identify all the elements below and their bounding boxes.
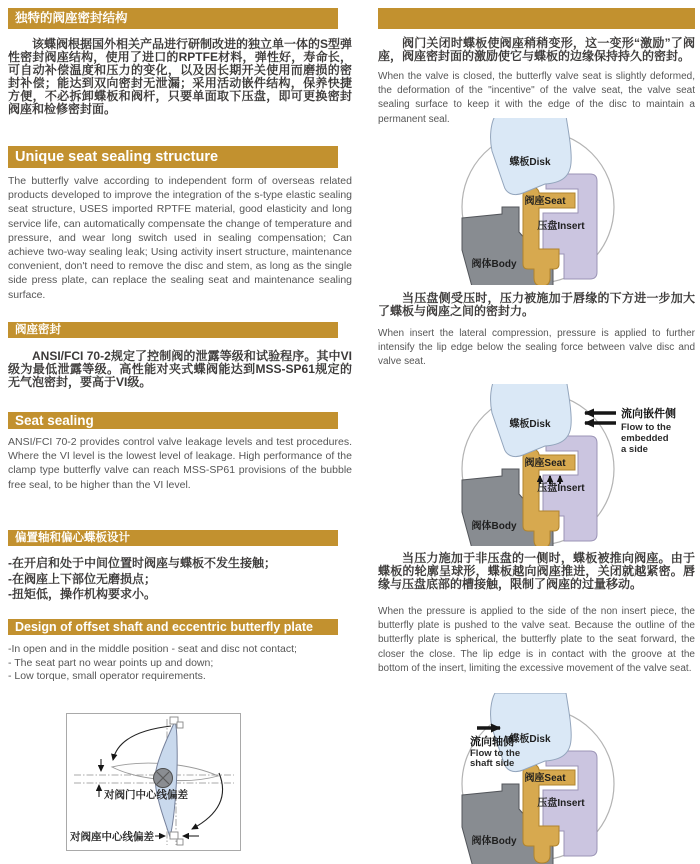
paragraph-closed-seal-en: When the valve is closed, the butterfly valve seat is slightly deformed, the deformation of the "incentive" of the valve seat, the valve seat sealing surface to keep it with the edge of the disc to maintain a permanent seal. [378, 71, 695, 125]
bullet-item: -In open and in the middle position - seat and disc not contact; [8, 643, 297, 655]
shaft-hub-icon [154, 769, 173, 788]
paragraph-seat-sealing-cn: ANSI/FCI 70-2规定了控制阀的泄露等级和试验程序。其中VI级为最低泄露等级。高性能对夹式蝶阀能达到MSS-SP61规定的无气泡密封，要高于VI级。 [8, 349, 352, 389]
section-banner-offset-cn: 偏置轴和偏心蝶板设计 [8, 530, 338, 546]
valve-centerline-label: 对阀门中心线偏差 [104, 789, 188, 801]
paragraph-seat-sealing-en: ANSI/FCI 70-2 provides control valve leakage levels and test procedures. Where the VI level is the lowest level of leakage. High performance of the clamp type butterfly valve can reach MSS-SP61 provisions of the bubble free seal, to be higher than the VI level. [8, 436, 352, 491]
flow-insert-label-en1: Flow to the [621, 422, 672, 433]
seal-structure-diagram-2 [378, 384, 695, 546]
section-banner-seat-sealing-cn: 阀座密封 [8, 322, 338, 338]
seat-centerline-label: 对阀座中心线偏差 [70, 831, 154, 843]
diagram-frame [67, 714, 241, 851]
paragraph-non-insert-pressure-en: When the pressure is applied to the side of the non insert piece, the butterfly plate is pushed to the valve seat. Because the outline of the butterfly plate is spherical, the butterfly plate to the seat forward, the closer the close. The lip edge is in contact with the groove at the bottom of the insert, limiting the excessive movement of the valve seat. [378, 606, 695, 674]
section-banner-seat-sealing-en: Seat sealing [8, 412, 338, 429]
flow-insert-label-en3: a side [621, 444, 648, 455]
paragraph-insert-pressure-cn: 当压盘侧受压时，压力被施加于唇缘的下方进一步加大了蝶板与阀座之间的密封力。 [378, 291, 695, 319]
valve-cross-section [462, 693, 614, 864]
flow-shaft-label-cn: 流向轴侧 [470, 736, 514, 748]
bullet-item: -在开启和处于中间位置时阀座与蝶板不发生接触； [8, 556, 276, 570]
flow-insert-label-cn: 流向嵌件侧 [621, 408, 676, 420]
flow-insert-label-en2: embedded [621, 433, 669, 444]
paragraph-closed-seal-cn: 阀门关闭时蝶板使阀座稍稍变形，这一变形“激励”了阀座，阀座密封面的激励使它与蝶板的边缘保持持久的密封。 [378, 36, 695, 64]
section-banner-offset-en: Design of offset shaft and eccentric butterfly plate [8, 619, 338, 635]
paragraph-seat-seal-en: The butterfly valve according to independent form of overseas related products developed to improve the integration of the s-type elastic sealing seat structure, USES imported RPTFE material, good elasticity and long service life, can automatically compensate the change of temperature and pressure, and wear long switch used in sealing compensation; Can achieve two-way sealing leak; Using activity insert structure, maintenance convenient, don't need to remove the disc and stem, as long as the single side press plate, can replace the sealing seat and maintenance sealing surface. [8, 175, 352, 301]
valve-cross-section [462, 384, 614, 546]
bullet-list-offset-en [8, 643, 297, 684]
bullet-item: - Low torque, small operator requirements. [8, 670, 206, 682]
valve-cross-section [462, 118, 614, 285]
section-banner-blank [378, 8, 695, 29]
seal-structure-diagram-1 [378, 118, 695, 285]
flow-shaft-label-en1: Flow to the [470, 748, 521, 759]
bullet-item: -在阀座上下部位无磨损点； [8, 571, 156, 586]
paragraph-seat-seal-cn: 该蝶阀根据国外相关产品进行研制改进的独立单一体的S型弹性密封阀座结构，使用了进口的RPTFE材料，弹性好，寿命长，可自动补偿温度和压力的变化，以及因长期开关使用而磨损的密封补偿；能达到双向密封无泄漏；采用活动嵌件结构，保养快捷方便，不必拆卸蝶板和阀杆，只要单面取下压盘，即可更换密封阀座和检修密封面。 [8, 37, 353, 116]
seal-structure-diagram-3 [378, 693, 695, 864]
bullet-item: -扭矩低，操作机构要求小。 [8, 587, 156, 601]
section-banner-seat-seal-en: Unique seat sealing structure [8, 146, 338, 168]
bullet-item: - The seat part no wear points up and down; [8, 656, 214, 669]
eccentric-disc-diagram [66, 713, 241, 851]
bullet-list-offset-cn [8, 556, 276, 603]
section-banner-seat-seal-cn: 独特的阀座密封结构 [8, 8, 338, 29]
paragraph-non-insert-pressure-cn: 当压力施加于非压盘的一侧时，蝶板被推向阀座。由于蝶板的轮廓呈球形，蝶板越向阀座推进，关闭就越紧密。唇缘与压盘底部的槽接触，限制了阀座的过量移动。 [378, 551, 695, 592]
flow-shaft-label-en2: shaft side [470, 758, 515, 769]
paragraph-insert-pressure-en: When insert the lateral compression, pressure is applied to further intensify the lip edge below the sealing force between valve disc and valve seat. [378, 328, 695, 368]
